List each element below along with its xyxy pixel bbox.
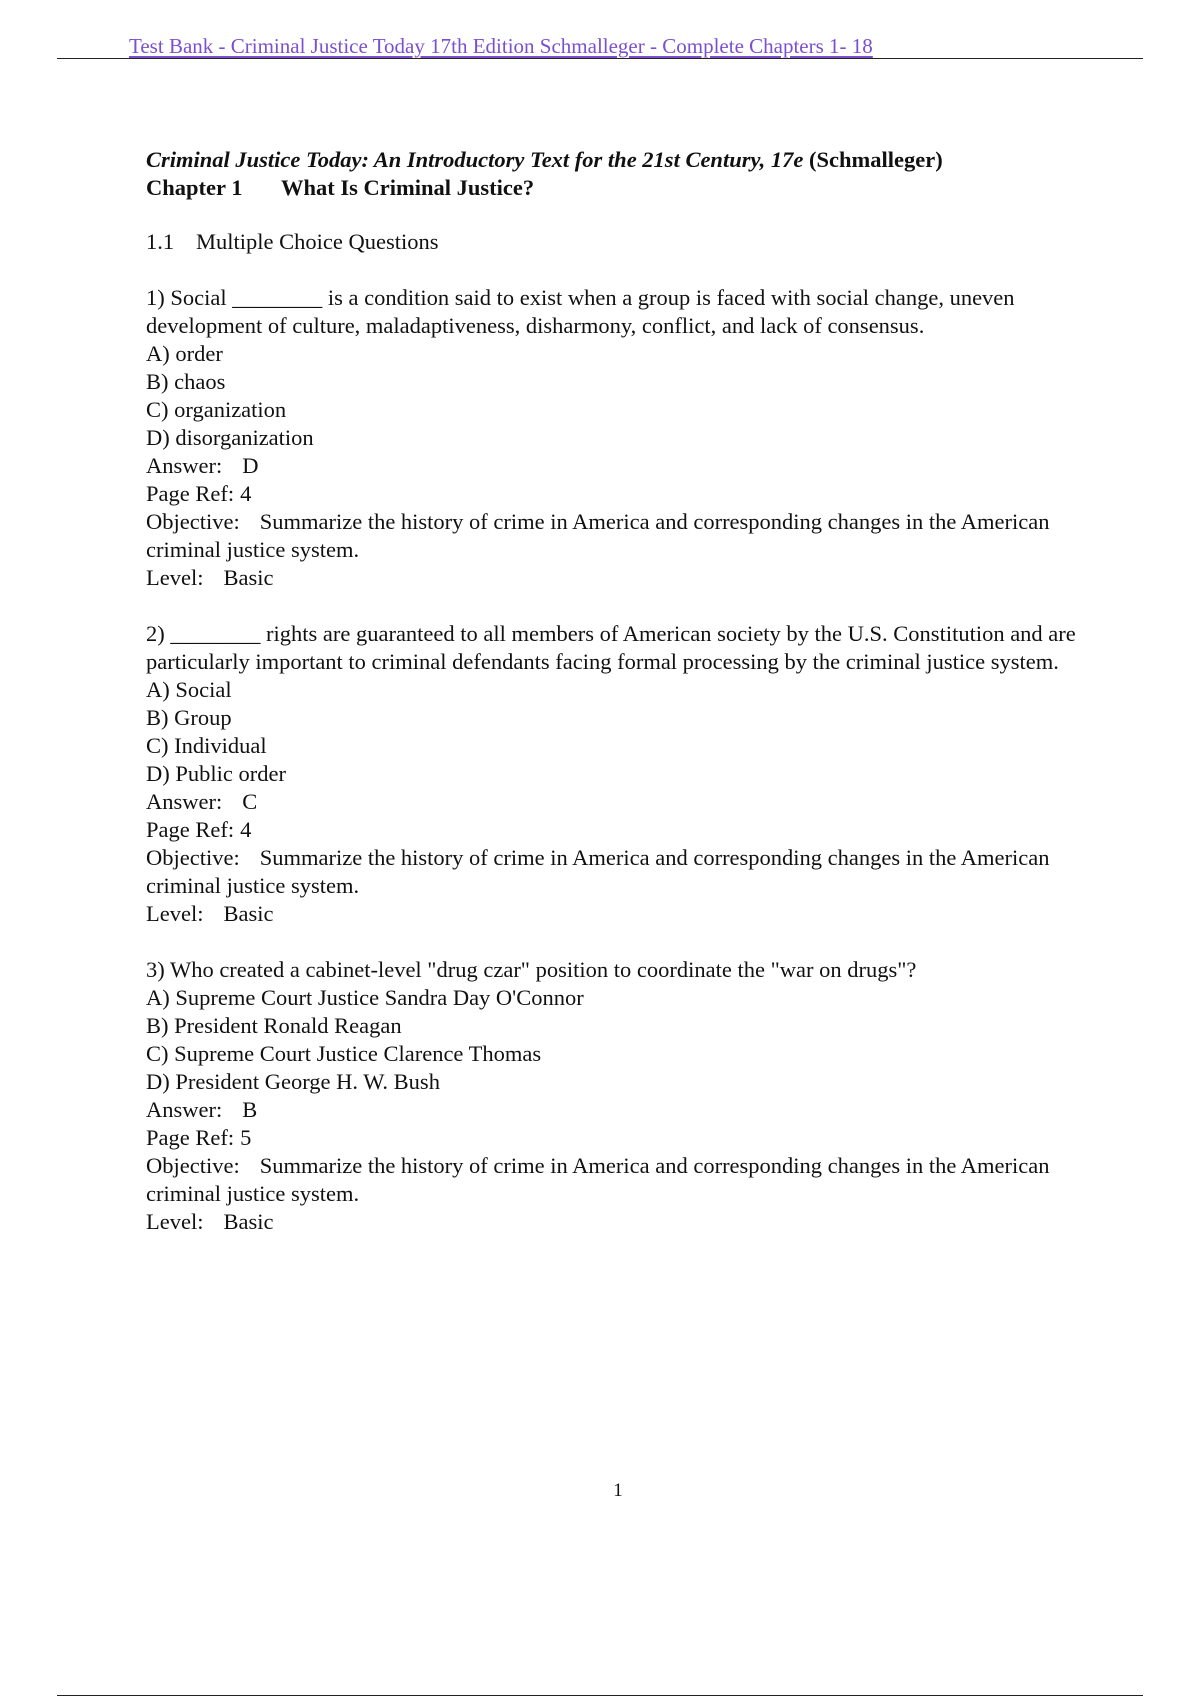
section-number: 1.1 [146, 229, 175, 254]
level-line-label: Level: [146, 565, 204, 590]
answer-choice: C) Supreme Court Justice Clarence Thomas [146, 1041, 542, 1066]
objective-line [146, 844, 1086, 900]
page-ref-line-value: 5 [240, 1125, 252, 1150]
page-number: 1 [613, 1480, 623, 1501]
question-text: 1) Social ________ is a condition said to exist when a group is faced with social change, uneven development of culture, maladaptiveness, disharmony, conflict, and lack of consensus. [146, 285, 1015, 338]
page-ref-line [146, 480, 1086, 508]
answer-choice: B) chaos [146, 369, 226, 394]
question-block [146, 620, 1086, 928]
objective-line-value: Summarize the history of crime in America and corresponding changes in the American criminal justice system. [146, 1153, 1050, 1206]
page-ref-line-value: 4 [240, 481, 252, 506]
level-line-value: Basic [223, 1209, 274, 1234]
answer-line-value: B [242, 1097, 258, 1122]
page-ref-line-value: 4 [240, 817, 252, 842]
objective-line [146, 508, 1086, 564]
answer-choice: A) order [146, 341, 223, 366]
document-body [146, 146, 1086, 1236]
answer-choice: D) disorganization [146, 425, 314, 450]
answer-choice: A) Supreme Court Justice Sandra Day O'Connor [146, 985, 584, 1010]
answer-line-value: D [242, 453, 259, 478]
answer-line-label: Answer: [146, 789, 223, 814]
objective-line-label: Objective: [146, 1153, 240, 1178]
level-line [146, 900, 1086, 928]
answer-line [146, 788, 1086, 816]
answer-line-label: Answer: [146, 453, 223, 478]
page-ref-line-label: Page Ref: [146, 1125, 235, 1150]
objective-line [146, 1152, 1086, 1208]
level-line-label: Level: [146, 1209, 204, 1234]
question-block [146, 956, 1086, 1236]
answer-choice: B) President Ronald Reagan [146, 1013, 402, 1038]
answer-line [146, 452, 1086, 480]
chapter-number: Chapter 1 [146, 175, 243, 200]
chapter-heading [146, 174, 1086, 202]
answer-line-label: Answer: [146, 1097, 223, 1122]
answer-choice: D) President George H. W. Bush [146, 1069, 440, 1094]
objective-line-label: Objective: [146, 845, 240, 870]
test-bank-link[interactable]: Test Bank - Criminal Justice Today 17th Edition Schmalleger - Complete Chapters 1- 18 [129, 34, 873, 58]
answer-choice: D) Public order [146, 761, 286, 786]
answer-choice: C) Individual [146, 733, 267, 758]
question-text: 2) ________ rights are guaranteed to all members of American society by the U.S. Constitution and are particularly important to criminal defendants facing formal processing by the criminal justice system. [146, 621, 1076, 674]
page-ref-line [146, 1124, 1086, 1152]
objective-line-label: Objective: [146, 509, 240, 534]
objective-line-value: Summarize the history of crime in America and corresponding changes in the American criminal justice system. [146, 509, 1050, 562]
section-heading [146, 228, 1086, 256]
level-line [146, 564, 1086, 592]
page-ref-line-label: Page Ref: [146, 817, 235, 842]
level-line-label: Level: [146, 901, 204, 926]
chapter-title: What Is Criminal Justice? [281, 175, 535, 200]
answer-choice: A) Social [146, 677, 232, 702]
bottom-rule [57, 1695, 1143, 1696]
answer-choice: C) organization [146, 397, 287, 422]
answer-choice: B) Group [146, 705, 232, 730]
level-line [146, 1208, 1086, 1236]
question-list [146, 284, 1086, 1236]
book-author: (Schmalleger) [808, 147, 943, 172]
answer-line-value: C [242, 789, 258, 814]
page-ref-line [146, 816, 1086, 844]
answer-line [146, 1096, 1086, 1124]
book-title: Criminal Justice Today: An Introductory Text for the 21st Century, 17e [146, 147, 804, 172]
objective-line-value: Summarize the history of crime in America and corresponding changes in the American criminal justice system. [146, 845, 1050, 898]
section-title: Multiple Choice Questions [196, 229, 439, 254]
book-title-line [146, 146, 1086, 174]
question-block [146, 284, 1086, 592]
level-line-value: Basic [223, 565, 274, 590]
question-text: 3) Who created a cabinet-level "drug czar" position to coordinate the "war on drugs"? [146, 957, 917, 982]
level-line-value: Basic [223, 901, 274, 926]
running-header [57, 30, 1143, 59]
page-ref-line-label: Page Ref: [146, 481, 235, 506]
